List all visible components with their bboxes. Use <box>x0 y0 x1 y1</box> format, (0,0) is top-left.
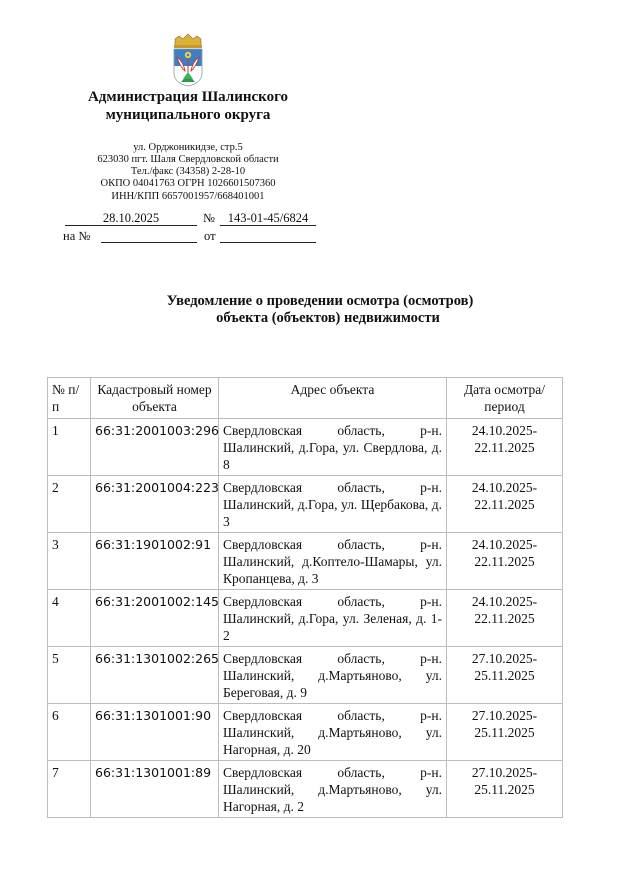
row-date-from: 24.10.2025- <box>471 594 538 609</box>
row-date-period <box>447 419 563 476</box>
address-line-phone: Тел./факс (34358) 2-28-10 <box>130 166 246 177</box>
row-date-period <box>447 647 563 704</box>
row-number: 1 <box>48 419 91 476</box>
registration-number-underline <box>220 225 316 226</box>
row-number: 6 <box>48 704 91 761</box>
row-address: Свердловская область, р-н. Шалинский, д.Мартьяново, ул. Нагорная, д. 2 <box>219 761 447 818</box>
row-date-to: 25.11.2025 <box>474 668 535 683</box>
reference-number-label: на № <box>63 229 91 243</box>
row-date-from: 24.10.2025- <box>471 537 538 552</box>
table-header-row <box>48 378 563 419</box>
objects-table <box>47 377 563 818</box>
organization-name-line1: Администрация Шалинского <box>87 89 289 105</box>
row-cadastral-number: 66:31:1901002:91 <box>91 533 219 590</box>
row-cadastral-number: 66:31:1301001:90 <box>91 704 219 761</box>
registration-date: 28.10.2025 <box>102 211 160 225</box>
row-cadastral-number: 66:31:1301002:265 <box>91 647 219 704</box>
table-row <box>48 419 563 476</box>
row-address: Свердловская область, р-н. Шалинский, д.Мартьяново, ул. Нагорная, д. 20 <box>219 704 447 761</box>
address-line-okpo-ogrn: ОКПО 04041763 ОГРН 1026601507360 <box>100 178 276 189</box>
table-row <box>48 533 563 590</box>
row-date-to: 22.11.2025 <box>474 611 535 626</box>
row-number: 7 <box>48 761 91 818</box>
document-title-line2: объекта (объектов) недвижимости <box>216 310 440 326</box>
table-row <box>48 704 563 761</box>
header-cadastral: Кадастровый номер объекта <box>91 378 219 419</box>
table-row <box>48 476 563 533</box>
row-date-from: 27.10.2025- <box>471 765 538 780</box>
row-date-from: 27.10.2025- <box>471 708 538 723</box>
row-number: 5 <box>48 647 91 704</box>
row-date-to: 22.11.2025 <box>474 497 535 512</box>
row-address: Свердловская область, р-н. Шалинский, д.Гора, ул. Щербакова, д. 3 <box>219 476 447 533</box>
registration-number: 143-01-45/6824 <box>227 211 309 225</box>
row-number: 4 <box>48 590 91 647</box>
row-cadastral-number: 66:31:2001003:296 <box>91 419 219 476</box>
row-number: 3 <box>48 533 91 590</box>
registration-date-underline <box>65 225 197 226</box>
coat-of-arms-icon <box>171 33 205 87</box>
document-title-line1: Уведомление о проведении осмотра (осмотров) <box>166 293 474 309</box>
row-date-to: 25.11.2025 <box>474 725 535 740</box>
row-cadastral-number: 66:31:2001004:223 <box>91 476 219 533</box>
address-line-inn-kpp: ИНН/КПП 6657001957/668401001 <box>111 191 265 202</box>
row-cadastral-number: 66:31:2001002:145 <box>91 590 219 647</box>
row-date-period <box>447 761 563 818</box>
row-address: Свердловская область, р-н. Шалинский, д.Мартьяново, ул. Береговая, д. 9 <box>219 647 447 704</box>
table-row <box>48 761 563 818</box>
row-date-to: 25.11.2025 <box>474 782 535 797</box>
registration-number-label: № <box>203 211 215 225</box>
row-cadastral-number: 66:31:1301001:89 <box>91 761 219 818</box>
address-line-street: ул. Орджоникидзе, стр.5 <box>133 142 243 153</box>
reference-from-underline <box>220 242 316 243</box>
row-date-period <box>447 590 563 647</box>
table-row <box>48 647 563 704</box>
row-date-to: 22.11.2025 <box>474 440 535 455</box>
row-address: Свердловская область, р-н. Шалинский, д.Коптело-Шамары, ул. Кропанцева, д. 3 <box>219 533 447 590</box>
header-address: Адрес объекта <box>219 378 447 419</box>
row-date-from: 24.10.2025- <box>471 423 538 438</box>
row-date-from: 24.10.2025- <box>471 480 538 495</box>
row-date-period <box>447 533 563 590</box>
row-address: Свердловская область, р-н. Шалинский, д.Гора, ул. Свердлова, д. 8 <box>219 419 447 476</box>
row-date-period <box>447 704 563 761</box>
row-date-to: 22.11.2025 <box>474 554 535 569</box>
row-date-from: 27.10.2025- <box>471 651 538 666</box>
reference-from-label: от <box>204 229 216 243</box>
row-number: 2 <box>48 476 91 533</box>
organization-name-line2: муниципального округа <box>105 107 271 123</box>
row-address: Свердловская область, р-н. Шалинский, д.Гора, ул. Зеленая, д. 1-2 <box>219 590 447 647</box>
reference-number-underline <box>101 242 197 243</box>
row-date-period <box>447 476 563 533</box>
table-row <box>48 590 563 647</box>
header-date: Дата осмотра/ период <box>447 378 563 419</box>
address-line-city: 623030 пгт. Шаля Свердловской области <box>97 154 279 165</box>
header-number: № п/п <box>48 378 91 419</box>
